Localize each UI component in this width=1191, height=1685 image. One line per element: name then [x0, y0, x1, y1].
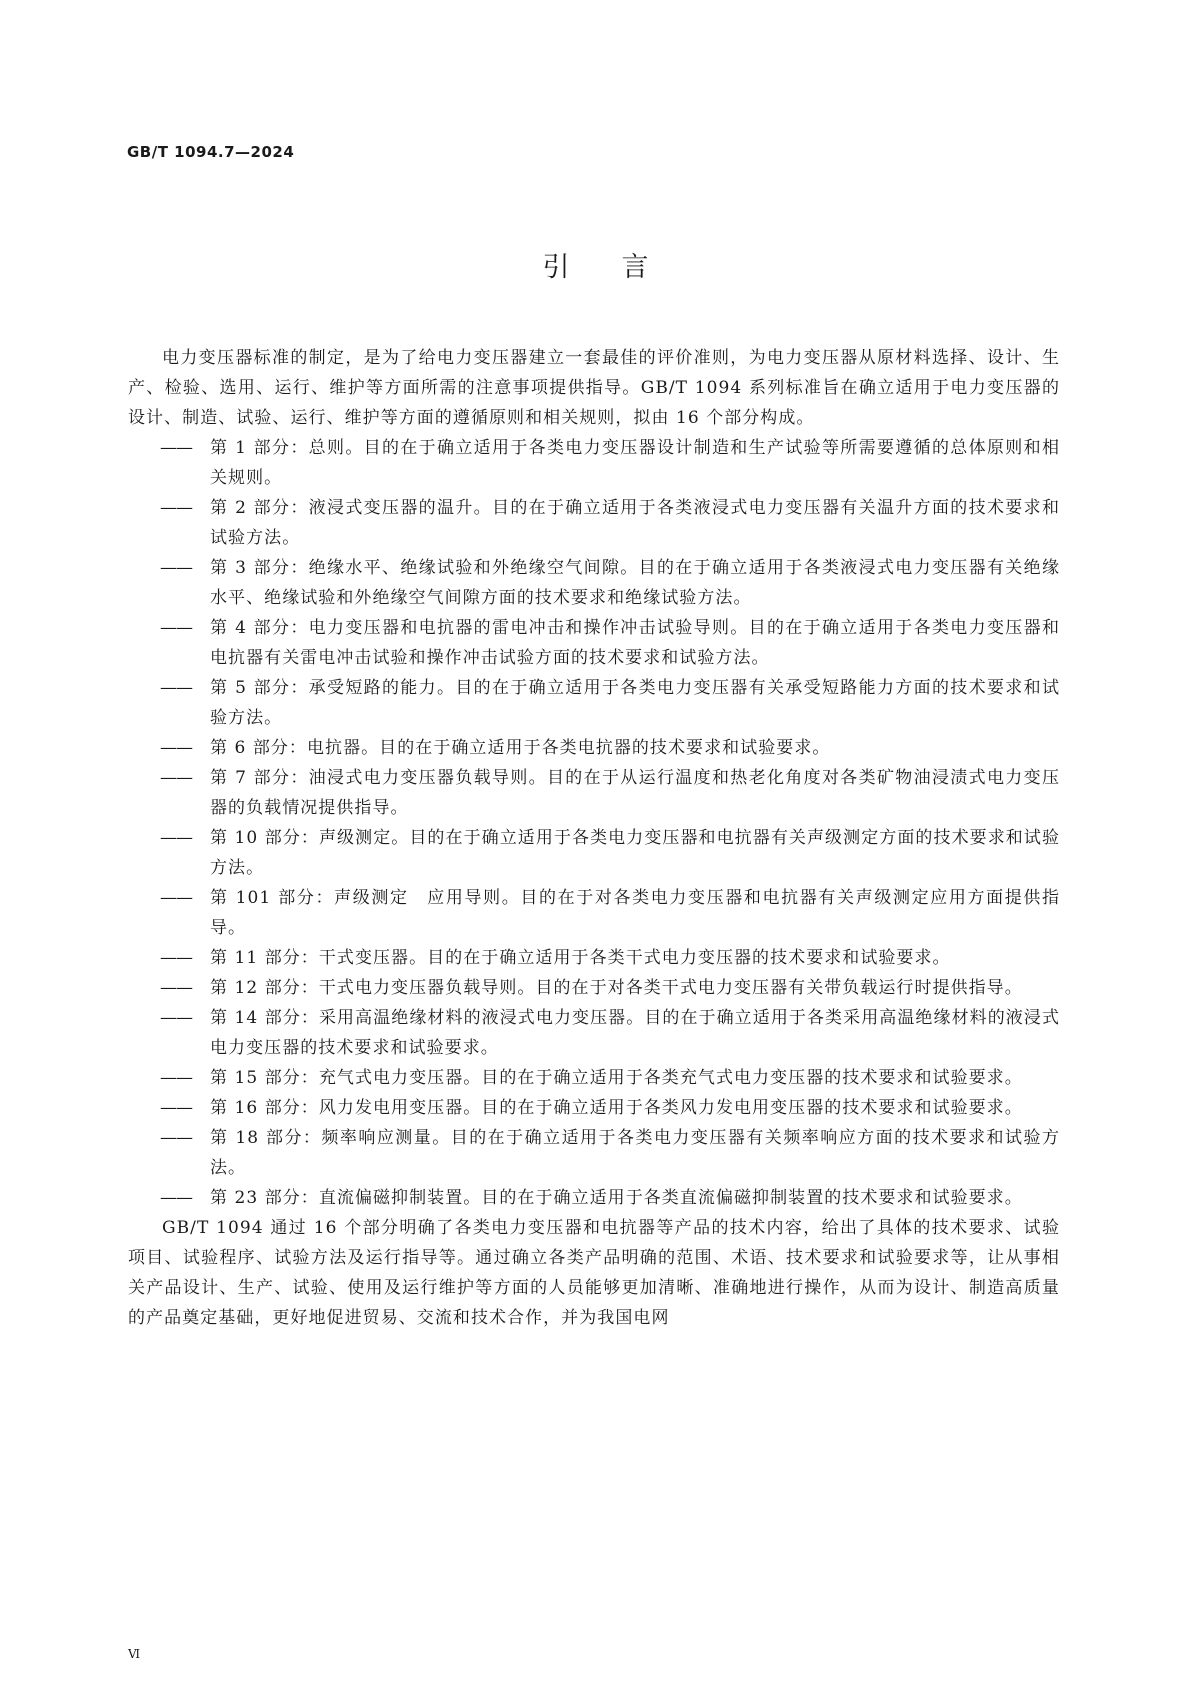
dash-marker: ——	[160, 618, 192, 638]
list-item-text: 第 101 部分：声级测定 应用导则。目的在于对各类电力变压器和电抗器有关声级测定应用方面提供指导。	[210, 888, 1060, 938]
list-item-text: 第 12 部分：干式电力变压器负载导则。目的在于对各类干式电力变压器有关带负载运行时提供指导。	[210, 978, 1023, 998]
list-item-text: 第 23 部分：直流偏磁抑制装置。目的在于确立适用于各类直流偏磁抑制装置的技术要求和试验要求。	[210, 1188, 1023, 1208]
dash-marker: ——	[160, 738, 192, 758]
dash-marker: ——	[160, 948, 192, 968]
intro-paragraph: 电力变压器标准的制定，是为了给电力变压器建立一套最佳的评价准则，为电力变压器从原材料选择、设计、生产、检验、选用、运行、维护等方面所需的注意事项提供指导。GB/T 1094 系列标准旨在确立适用于电力变压器的设计、制造、试验、运行、维护等方面的遵循原则和相关规则，拟由 16 个部分构成。	[128, 348, 1060, 428]
dash-marker: ——	[160, 498, 192, 518]
dash-marker: ——	[160, 978, 192, 998]
list-item-text: 第 7 部分：油浸式电力变压器负载导则。目的在于从运行温度和热老化角度对各类矿物油浸渍式电力变压器的负载情况提供指导。	[210, 768, 1060, 818]
dash-marker: ——	[160, 678, 192, 698]
dash-marker: ——	[160, 888, 192, 908]
list-item	[128, 1123, 1060, 1183]
list-item	[128, 733, 1060, 763]
dash-marker: ——	[160, 1008, 192, 1028]
list-item	[128, 493, 1060, 553]
list-item-text: 第 16 部分：风力发电用变压器。目的在于确立适用于各类风力发电用变压器的技术要求和试验要求。	[210, 1098, 1023, 1118]
list-item	[128, 823, 1060, 883]
closing-paragraph: GB/T 1094 通过 16 个部分明确了各类电力变压器和电抗器等产品的技术内容，给出了具体的技术要求、试验项目、试验程序、试验方法及运行指导等。通过确立各类产品明确的范围、术语、技术要求和试验要求等，让从事相关产品设计、生产、试验、使用及运行维护等方面的人员能够更加清晰、准确地进行操作，从而为设计、制造高质量的产品奠定基础，更好地促进贸易、交流和技术合作，并为我国电网	[128, 1218, 1060, 1328]
list-item-text: 第 11 部分：干式变压器。目的在于确立适用于各类干式电力变压器的技术要求和试验要求。	[210, 948, 951, 968]
parts-list	[128, 433, 1060, 1213]
list-item-text: 第 3 部分：绝缘水平、绝缘试验和外绝缘空气间隙。目的在于确立适用于各类液浸式电力变压器有关绝缘水平、绝缘试验和外绝缘空气间隙方面的技术要求和绝缘试验方法。	[210, 558, 1060, 608]
list-item	[128, 763, 1060, 823]
list-item-text: 第 15 部分：充气式电力变压器。目的在于确立适用于各类充气式电力变压器的技术要求和试验要求。	[210, 1068, 1023, 1088]
list-item	[128, 943, 1060, 973]
dash-marker: ——	[160, 1098, 192, 1118]
dash-marker: ——	[160, 438, 192, 458]
dash-marker: ——	[160, 1068, 192, 1088]
list-item-text: 第 5 部分：承受短路的能力。目的在于确立适用于各类电力变压器有关承受短路能力方面的技术要求和试验方法。	[210, 678, 1060, 728]
list-item-text: 第 18 部分：频率响应测量。目的在于确立适用于各类电力变压器有关频率响应方面的技术要求和试验方法。	[210, 1128, 1060, 1178]
list-item	[128, 1003, 1060, 1063]
list-item	[128, 553, 1060, 613]
standard-code-header: GB/T 1094.7—2024	[127, 143, 295, 161]
page-number: Ⅵ	[128, 1647, 141, 1661]
list-item	[128, 1183, 1060, 1213]
list-item-text: 第 6 部分：电抗器。目的在于确立适用于各类电抗器的技术要求和试验要求。	[210, 738, 831, 758]
dash-marker: ——	[160, 1128, 192, 1148]
dash-marker: ——	[160, 828, 192, 848]
dash-marker: ——	[160, 558, 192, 578]
page-title: 引言	[542, 252, 701, 283]
dash-marker: ——	[160, 768, 192, 788]
list-item-text: 第 1 部分：总则。目的在于确立适用于各类电力变压器设计制造和生产试验等所需要遵循的总体原则和相关规则。	[210, 438, 1060, 488]
list-item	[128, 673, 1060, 733]
list-item	[128, 1093, 1060, 1123]
list-item-text: 第 4 部分：电力变压器和电抗器的雷电冲击和操作冲击试验导则。目的在于确立适用于各类电力变压器和电抗器有关雷电冲击试验和操作冲击试验方面的技术要求和试验方法。	[210, 618, 1060, 668]
dash-marker: ——	[160, 1188, 192, 1208]
list-item-text: 第 10 部分：声级测定。目的在于确立适用于各类电力变压器和电抗器有关声级测定方面的技术要求和试验方法。	[210, 828, 1060, 878]
list-item-text: 第 2 部分：液浸式变压器的温升。目的在于确立适用于各类液浸式电力变压器有关温升方面的技术要求和试验方法。	[210, 498, 1060, 548]
list-item	[128, 433, 1060, 493]
body-content	[128, 343, 1060, 1333]
list-item	[128, 883, 1060, 943]
list-item	[128, 973, 1060, 1003]
list-item-text: 第 14 部分：采用高温绝缘材料的液浸式电力变压器。目的在于确立适用于各类采用高温绝缘材料的液浸式电力变压器的技术要求和试验要求。	[210, 1008, 1060, 1058]
list-item	[128, 1063, 1060, 1093]
list-item	[128, 613, 1060, 673]
